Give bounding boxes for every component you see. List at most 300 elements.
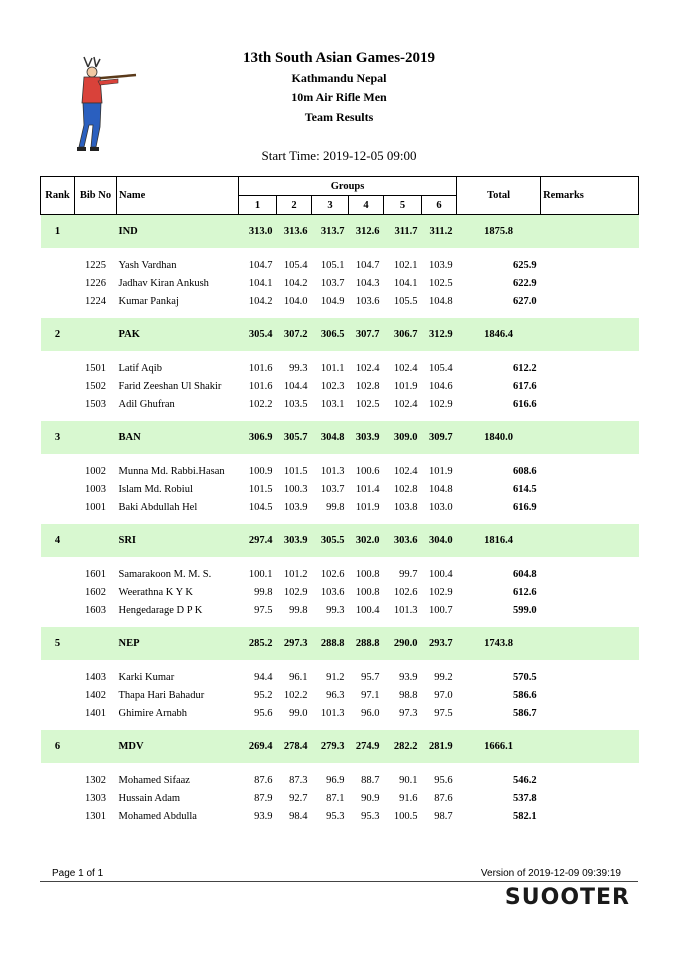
athlete-group-score: 100.8 — [355, 568, 380, 580]
athlete-group-score: 97.3 — [399, 707, 418, 719]
header-name: Name — [117, 177, 239, 215]
header-bib: Bib No — [75, 177, 117, 215]
footer-divider — [40, 881, 638, 882]
athlete-rank — [41, 771, 75, 789]
team-group-score: 309.7 — [422, 421, 457, 454]
team-group-score: 307.7 — [349, 318, 384, 351]
team-total: 1846.4 — [457, 318, 541, 351]
athlete-remarks — [541, 359, 639, 377]
athlete-total: 586.6 — [512, 689, 537, 701]
athlete-row — [41, 565, 639, 583]
team-rank: 5 — [41, 627, 75, 660]
event-name: 10m Air Rifle Men — [291, 90, 387, 104]
athlete-group-score: 103.9 — [428, 259, 453, 271]
row-spacer — [41, 310, 639, 318]
athlete-group-score: 87.6 — [254, 774, 273, 786]
athlete-group-score: 99.3 — [326, 604, 345, 616]
team-group-score: 311.2 — [422, 215, 457, 249]
athlete-group-score: 100.4 — [428, 568, 453, 580]
athlete-name: Mohamed Abdulla — [118, 810, 197, 822]
row-spacer — [41, 763, 639, 771]
athlete-group-score: 101.3 — [320, 465, 345, 477]
athlete-group-score: 101.6 — [248, 380, 273, 392]
team-group-score: 288.8 — [312, 627, 349, 660]
athlete-bib: 1602 — [85, 586, 106, 598]
athlete-group-score: 98.7 — [434, 810, 453, 822]
results-table — [40, 176, 639, 825]
team-total: 1666.1 — [457, 730, 541, 763]
athlete-row — [41, 292, 639, 310]
athlete-row — [41, 377, 639, 395]
team-group-score: 285.2 — [239, 627, 277, 660]
athlete-bib: 1501 — [85, 362, 106, 374]
team-group-score: 297.3 — [277, 627, 312, 660]
team-rank: 2 — [41, 318, 75, 351]
header-group-5: 5 — [384, 196, 422, 215]
athlete-bib: 1001 — [85, 501, 106, 513]
athlete-group-score: 102.9 — [428, 398, 453, 410]
athlete-group-score: 103.1 — [320, 398, 345, 410]
athlete-remarks — [541, 704, 639, 722]
row-spacer — [41, 660, 639, 668]
version-stamp: Version of 2019-12-09 09:39:19 — [480, 868, 621, 879]
athlete-rank — [41, 565, 75, 583]
athlete-group-score: 102.6 — [393, 586, 418, 598]
athlete-row — [41, 686, 639, 704]
athlete-total: 546.2 — [512, 774, 537, 786]
athlete-group-score: 100.4 — [355, 604, 380, 616]
athlete-total: 582.1 — [512, 810, 537, 822]
athlete-row — [41, 395, 639, 413]
team-bib — [75, 421, 117, 454]
athlete-group-score: 95.3 — [361, 810, 380, 822]
athlete-group-score: 102.4 — [393, 465, 418, 477]
athlete-group-score: 102.2 — [283, 689, 308, 701]
team-group-score: 312.6 — [349, 215, 384, 249]
athlete-row — [41, 498, 639, 516]
athlete-group-score: 97.5 — [254, 604, 273, 616]
athlete-group-score: 101.9 — [355, 501, 380, 513]
team-group-score: 304.8 — [312, 421, 349, 454]
athlete-group-score: 103.7 — [320, 483, 345, 495]
header-group-1: 1 — [239, 196, 277, 215]
header-remarks: Remarks — [541, 177, 639, 215]
athlete-group-score: 104.2 — [283, 277, 308, 289]
athlete-name: Thapa Hari Bahadur — [118, 689, 205, 701]
team-remarks — [541, 730, 639, 763]
team-rank: 4 — [41, 524, 75, 557]
athlete-row — [41, 583, 639, 601]
athlete-group-score: 96.1 — [289, 671, 308, 683]
athlete-remarks — [541, 789, 639, 807]
header-group-6: 6 — [422, 196, 457, 215]
team-row — [41, 421, 639, 454]
athlete-group-score: 87.3 — [289, 774, 308, 786]
athlete-group-score: 102.4 — [355, 362, 380, 374]
athlete-group-score: 103.9 — [283, 501, 308, 513]
row-spacer — [41, 557, 639, 565]
athlete-group-score: 102.9 — [283, 586, 308, 598]
athlete-rank — [41, 377, 75, 395]
team-group-score: 281.9 — [422, 730, 457, 763]
athlete-group-score: 93.9 — [399, 671, 418, 683]
athlete-rank — [41, 274, 75, 292]
athlete-total: 570.5 — [512, 671, 537, 683]
athlete-total: 625.9 — [512, 259, 537, 271]
row-spacer — [41, 722, 639, 730]
athlete-remarks — [541, 480, 639, 498]
athlete-remarks — [541, 807, 639, 825]
athlete-group-score: 103.8 — [393, 501, 418, 513]
athlete-name: Farid Zeeshan Ul Shakir — [118, 380, 222, 392]
athlete-group-score: 90.9 — [361, 792, 380, 804]
athlete-group-score: 102.2 — [248, 398, 273, 410]
athlete-group-score: 96.3 — [326, 689, 345, 701]
athlete-group-score: 104.7 — [355, 259, 380, 271]
athlete-row — [41, 704, 639, 722]
athlete-remarks — [541, 686, 639, 704]
results-body — [41, 215, 639, 826]
header-group-3: 3 — [312, 196, 349, 215]
athlete-total: 599.0 — [512, 604, 537, 616]
athlete-group-score: 101.1 — [320, 362, 345, 374]
athlete-group-score: 95.6 — [434, 774, 453, 786]
athlete-rank — [41, 462, 75, 480]
athlete-remarks — [541, 377, 639, 395]
team-code: BAN — [117, 421, 239, 454]
athlete-total: 612.2 — [512, 362, 537, 374]
athlete-group-score: 105.4 — [283, 259, 308, 271]
athlete-remarks — [541, 583, 639, 601]
team-row — [41, 524, 639, 557]
athlete-remarks — [541, 498, 639, 516]
athlete-group-score: 104.6 — [428, 380, 453, 392]
team-group-score: 303.9 — [349, 421, 384, 454]
team-bib — [75, 215, 117, 249]
athlete-total: 608.6 — [512, 465, 537, 477]
athlete-name: Karki Kumar — [118, 671, 175, 683]
athlete-group-score: 104.1 — [248, 277, 273, 289]
athlete-total: 622.9 — [512, 277, 537, 289]
athlete-rank — [41, 789, 75, 807]
team-rank: 6 — [41, 730, 75, 763]
athlete-group-score: 102.8 — [355, 380, 380, 392]
shooter-brand-logo: SUOOTER — [504, 885, 630, 910]
team-code: IND — [117, 215, 239, 249]
team-group-score: 279.3 — [312, 730, 349, 763]
athlete-group-score: 100.9 — [248, 465, 273, 477]
athlete-remarks — [541, 395, 639, 413]
athlete-group-score: 96.0 — [361, 707, 380, 719]
athlete-row — [41, 601, 639, 619]
athlete-group-score: 102.3 — [320, 380, 345, 392]
athlete-total: 614.5 — [512, 483, 537, 495]
team-group-score: 288.8 — [349, 627, 384, 660]
athlete-group-score: 101.5 — [248, 483, 273, 495]
team-total: 1840.0 — [457, 421, 541, 454]
team-group-score: 307.2 — [277, 318, 312, 351]
athlete-group-score: 98.4 — [289, 810, 308, 822]
athlete-total: 627.0 — [512, 295, 537, 307]
athlete-group-score: 91.6 — [399, 792, 418, 804]
team-group-score: 304.0 — [422, 524, 457, 557]
athlete-bib: 1503 — [85, 398, 106, 410]
athlete-group-score: 101.2 — [283, 568, 308, 580]
athlete-group-score: 101.4 — [355, 483, 380, 495]
athlete-bib: 1301 — [85, 810, 106, 822]
athlete-group-score: 94.4 — [254, 671, 273, 683]
team-remarks — [541, 627, 639, 660]
athlete-rank — [41, 704, 75, 722]
athlete-group-score: 104.2 — [248, 295, 273, 307]
athlete-group-score: 99.8 — [254, 586, 273, 598]
athlete-group-score: 102.1 — [393, 259, 418, 271]
athlete-bib: 1402 — [85, 689, 106, 701]
athlete-group-score: 90.1 — [399, 774, 418, 786]
athlete-group-score: 102.6 — [320, 568, 345, 580]
athlete-bib: 1601 — [85, 568, 106, 580]
athlete-group-score: 101.3 — [320, 707, 345, 719]
team-group-score: 278.4 — [277, 730, 312, 763]
athlete-bib: 1502 — [85, 380, 106, 392]
athlete-group-score: 100.5 — [393, 810, 418, 822]
athlete-group-score: 103.0 — [428, 501, 453, 513]
athlete-group-score: 99.0 — [289, 707, 308, 719]
athlete-group-score: 103.5 — [283, 398, 308, 410]
team-row — [41, 627, 639, 660]
athlete-group-score: 101.9 — [393, 380, 418, 392]
athlete-group-score: 103.6 — [355, 295, 380, 307]
team-group-score: 311.7 — [384, 215, 422, 249]
team-rank: 1 — [41, 215, 75, 249]
team-remarks — [541, 524, 639, 557]
athlete-name: Latif Aqib — [118, 362, 162, 374]
athlete-group-score: 105.4 — [428, 362, 453, 374]
team-group-score: 312.9 — [422, 318, 457, 351]
athlete-rank — [41, 807, 75, 825]
team-code: MDV — [117, 730, 239, 763]
athlete-bib: 1303 — [85, 792, 106, 804]
athlete-remarks — [541, 771, 639, 789]
row-spacer — [41, 248, 639, 256]
team-group-score: 282.2 — [384, 730, 422, 763]
athlete-group-score: 100.3 — [283, 483, 308, 495]
athlete-name: Adil Ghufran — [118, 398, 175, 410]
team-rank: 3 — [41, 421, 75, 454]
team-bib — [75, 318, 117, 351]
athlete-bib: 1224 — [85, 295, 106, 307]
team-bib — [75, 627, 117, 660]
athlete-rank — [41, 359, 75, 377]
athlete-group-score: 104.0 — [283, 295, 308, 307]
team-group-score: 303.6 — [384, 524, 422, 557]
athlete-group-score: 104.3 — [355, 277, 380, 289]
athlete-group-score: 104.1 — [393, 277, 418, 289]
team-remarks — [541, 421, 639, 454]
athlete-bib: 1401 — [85, 707, 106, 719]
athlete-group-score: 101.9 — [428, 465, 453, 477]
competition-title: 13th South Asian Games-2019 — [242, 50, 436, 66]
athlete-bib: 1002 — [85, 465, 106, 477]
team-remarks — [541, 215, 639, 249]
team-code: SRI — [117, 524, 239, 557]
start-time: Start Time: 2019-12-05 09:00 — [261, 148, 417, 163]
athlete-remarks — [541, 462, 639, 480]
athlete-name: Munna Md. Rabbi.Hasan — [118, 465, 225, 477]
athlete-name: Baki Abdullah Hel — [118, 501, 198, 513]
athlete-name: Islam Md. Robiul — [118, 483, 193, 495]
athlete-rank — [41, 395, 75, 413]
athlete-group-score: 95.7 — [361, 671, 380, 683]
athlete-bib: 1003 — [85, 483, 106, 495]
athlete-group-score: 102.5 — [428, 277, 453, 289]
athlete-group-score: 100.7 — [428, 604, 453, 616]
athlete-group-score: 100.8 — [355, 586, 380, 598]
athlete-name: Jadhav Kiran Ankush — [118, 277, 209, 289]
athlete-name: Hussain Adam — [118, 792, 181, 804]
athlete-group-score: 102.4 — [393, 398, 418, 410]
team-group-score: 302.0 — [349, 524, 384, 557]
athlete-group-score: 101.6 — [248, 362, 273, 374]
row-spacer — [41, 516, 639, 524]
team-total: 1875.8 — [457, 215, 541, 249]
athlete-name: Mohamed Sifaaz — [118, 774, 190, 786]
athlete-group-score: 101.3 — [393, 604, 418, 616]
athlete-group-score: 95.2 — [254, 689, 273, 701]
athlete-group-score: 104.8 — [428, 483, 453, 495]
athlete-bib: 1225 — [85, 259, 106, 271]
shooter-logo-icon — [70, 55, 140, 155]
row-spacer — [41, 454, 639, 462]
athlete-remarks — [541, 274, 639, 292]
team-row — [41, 318, 639, 351]
athlete-group-score: 105.1 — [320, 259, 345, 271]
athlete-remarks — [541, 668, 639, 686]
athlete-row — [41, 480, 639, 498]
athlete-name: Hengedarage D P K — [118, 604, 203, 616]
team-group-score: 305.4 — [239, 318, 277, 351]
athlete-group-score: 87.9 — [254, 792, 273, 804]
athlete-group-score: 104.5 — [248, 501, 273, 513]
athlete-total: 537.8 — [512, 792, 537, 804]
athlete-group-score: 101.5 — [283, 465, 308, 477]
team-group-score: 303.9 — [277, 524, 312, 557]
team-group-score: 305.5 — [312, 524, 349, 557]
team-group-score: 305.7 — [277, 421, 312, 454]
team-total: 1743.8 — [457, 627, 541, 660]
athlete-rank — [41, 686, 75, 704]
athlete-rank — [41, 256, 75, 274]
athlete-group-score: 87.1 — [326, 792, 345, 804]
athlete-rank — [41, 668, 75, 686]
athlete-group-score: 87.6 — [434, 792, 453, 804]
athlete-name: Weerathna K Y K — [118, 586, 193, 598]
athlete-group-score: 95.3 — [326, 810, 345, 822]
athlete-row — [41, 274, 639, 292]
athlete-total: 586.7 — [512, 707, 537, 719]
athlete-rank — [41, 601, 75, 619]
athlete-row — [41, 256, 639, 274]
athlete-group-score: 103.6 — [320, 586, 345, 598]
athlete-group-score: 97.1 — [361, 689, 380, 701]
athlete-group-score: 104.7 — [248, 259, 273, 271]
athlete-bib: 1403 — [85, 671, 106, 683]
team-bib — [75, 524, 117, 557]
athlete-rank — [41, 498, 75, 516]
team-code: NEP — [117, 627, 239, 660]
athlete-group-score: 99.8 — [289, 604, 308, 616]
athlete-bib: 1603 — [85, 604, 106, 616]
athlete-name: Kumar Pankaj — [118, 295, 179, 307]
team-group-score: 306.9 — [239, 421, 277, 454]
athlete-group-score: 104.4 — [283, 380, 308, 392]
athlete-name: Samarakoon M. M. S. — [118, 568, 212, 580]
header-groups: Groups — [239, 177, 457, 196]
athlete-group-score: 102.9 — [428, 586, 453, 598]
athlete-remarks — [541, 256, 639, 274]
team-group-score: 293.7 — [422, 627, 457, 660]
team-group-score: 313.0 — [239, 215, 277, 249]
athlete-row — [41, 359, 639, 377]
athlete-row — [41, 462, 639, 480]
team-group-score: 290.0 — [384, 627, 422, 660]
team-group-score: 274.9 — [349, 730, 384, 763]
team-group-score: 309.0 — [384, 421, 422, 454]
athlete-group-score: 99.8 — [326, 501, 345, 513]
athlete-name: Yash Vardhan — [118, 259, 177, 271]
athlete-row — [41, 807, 639, 825]
team-total: 1816.4 — [457, 524, 541, 557]
athlete-group-score: 100.1 — [248, 568, 273, 580]
athlete-total: 616.9 — [512, 501, 537, 513]
athlete-bib: 1226 — [85, 277, 106, 289]
athlete-rank — [41, 583, 75, 601]
header-group-2: 2 — [277, 196, 312, 215]
athlete-row — [41, 668, 639, 686]
athlete-total: 616.6 — [512, 398, 537, 410]
athlete-rank — [41, 292, 75, 310]
athlete-group-score: 104.9 — [320, 295, 345, 307]
athlete-group-score: 102.4 — [393, 362, 418, 374]
athlete-group-score: 103.7 — [320, 277, 345, 289]
athlete-group-score: 92.7 — [289, 792, 308, 804]
athlete-group-score: 96.9 — [326, 774, 345, 786]
athlete-group-score: 88.7 — [361, 774, 380, 786]
athlete-total: 617.6 — [512, 380, 537, 392]
athlete-group-score: 95.6 — [254, 707, 273, 719]
row-spacer — [41, 619, 639, 627]
team-group-score: 297.4 — [239, 524, 277, 557]
athlete-group-score: 104.8 — [428, 295, 453, 307]
row-spacer — [41, 351, 639, 359]
results-subtitle: Team Results — [304, 110, 374, 124]
athlete-group-score: 102.5 — [355, 398, 380, 410]
athlete-group-score: 102.8 — [393, 483, 418, 495]
athlete-group-score: 93.9 — [254, 810, 273, 822]
header-total: Total — [457, 177, 541, 215]
team-group-score: 269.4 — [239, 730, 277, 763]
athlete-group-score: 105.5 — [393, 295, 418, 307]
header-rank: Rank — [41, 177, 75, 215]
athlete-remarks — [541, 565, 639, 583]
athlete-group-score: 100.6 — [355, 465, 380, 477]
team-remarks — [541, 318, 639, 351]
athlete-remarks — [541, 601, 639, 619]
team-row — [41, 730, 639, 763]
competition-location: Kathmandu Nepal — [291, 71, 387, 85]
team-group-score: 313.6 — [277, 215, 312, 249]
team-row — [41, 215, 639, 249]
